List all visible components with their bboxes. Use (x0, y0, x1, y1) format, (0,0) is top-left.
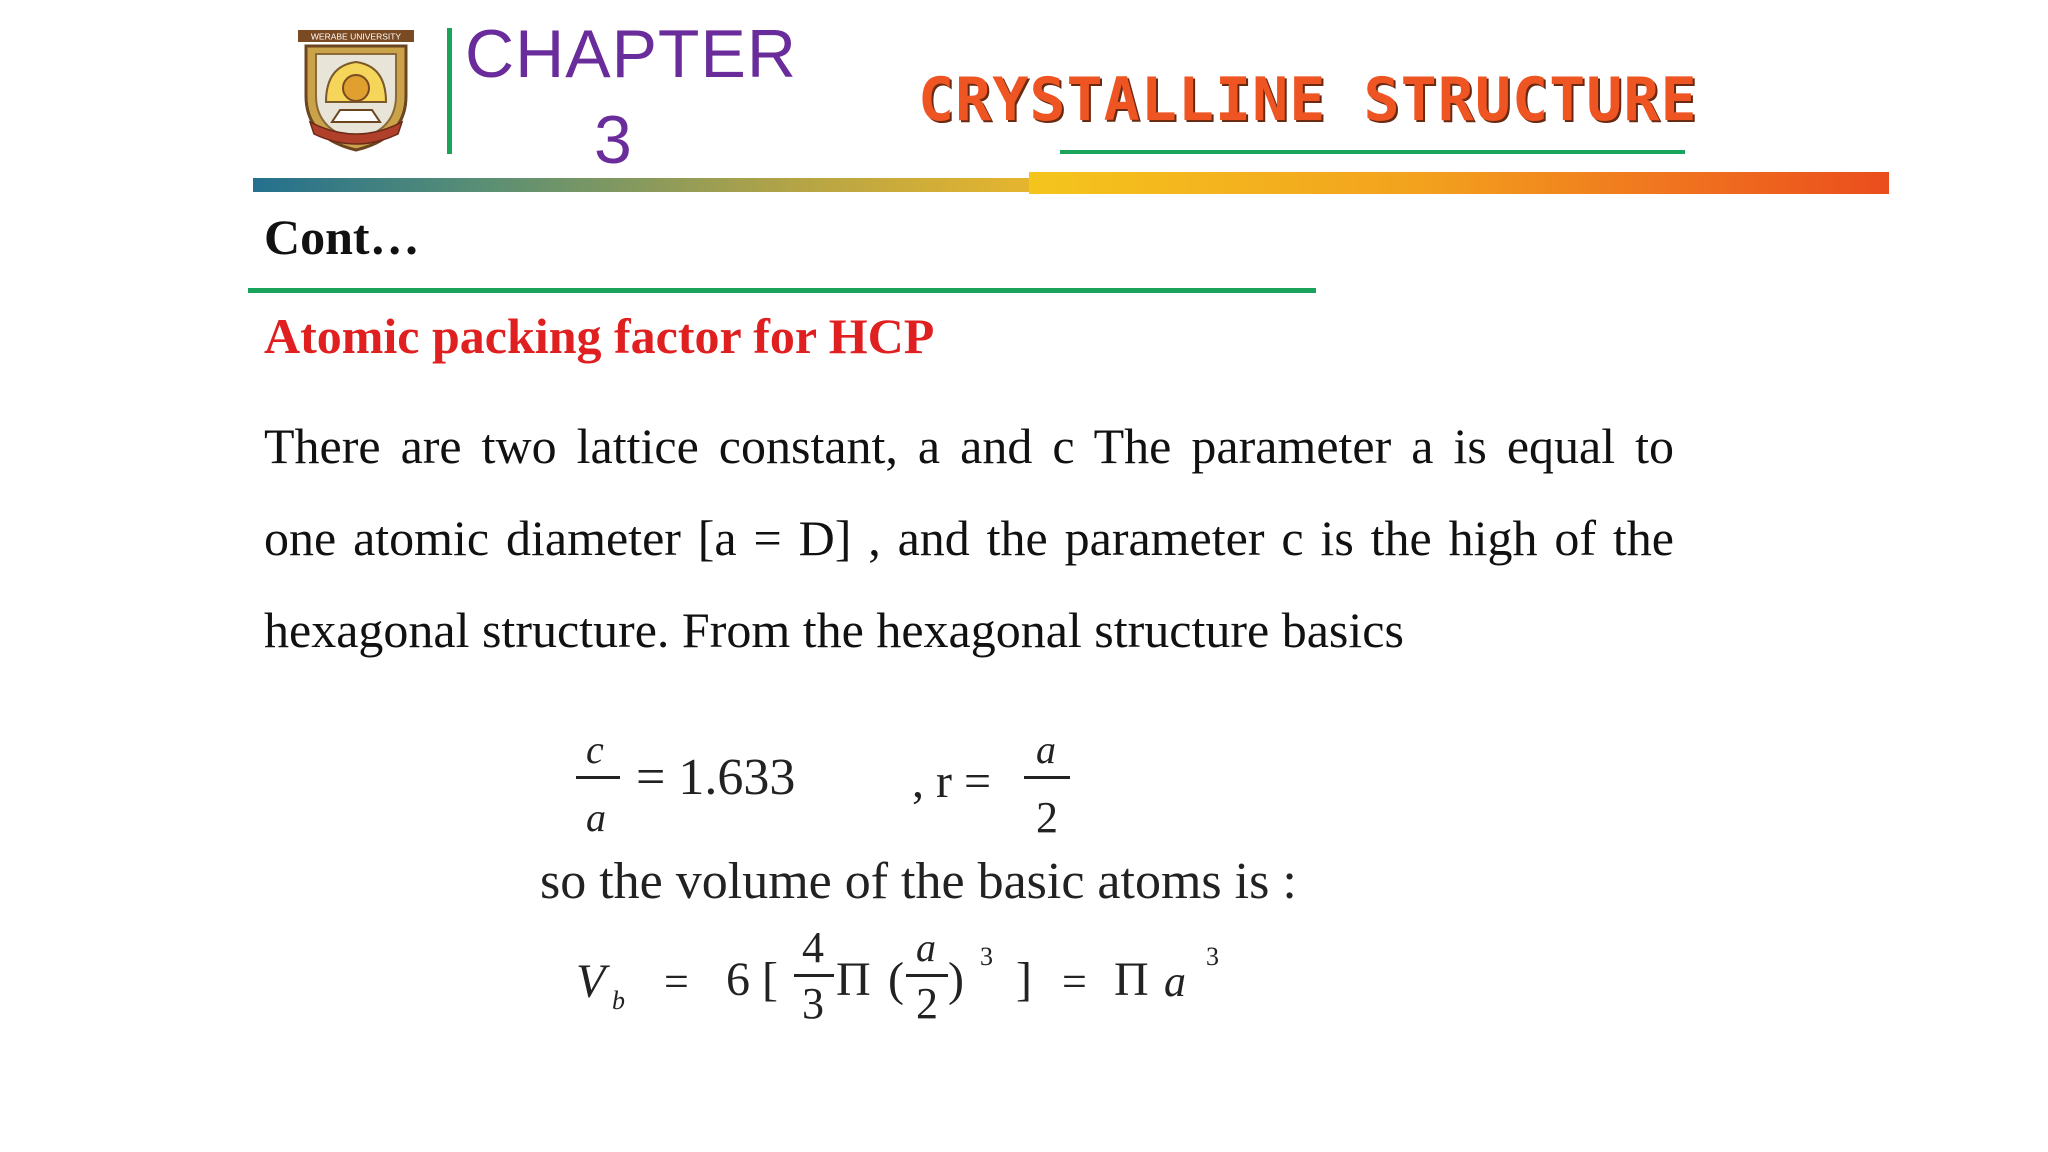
equals-sign: = (664, 957, 689, 1006)
r-numerator: a (1036, 727, 1056, 772)
paragraph-line: There are two lattice constant, a and c The parameter a is equal to (264, 418, 1674, 474)
bracket-close: ] (1016, 953, 1032, 1006)
ratio-fraction-bar (576, 776, 620, 779)
chapter-label: CHAPTER (465, 16, 797, 92)
chapter-divider (447, 28, 452, 154)
exponent: 3 (980, 942, 993, 971)
a-over-two-bar (906, 974, 948, 977)
a-over-two-denominator: 2 (916, 979, 938, 1028)
ratio-value: = 1.633 (636, 749, 796, 806)
cont-label: Cont… (264, 209, 420, 265)
vb-symbol: V (576, 955, 606, 1008)
crest-icon (292, 26, 420, 154)
ratio-denominator: a (586, 795, 606, 840)
paragraph-line: one atomic diameter [a = D] , and the parameter c is the high of the (264, 510, 1674, 566)
pi-symbol: Π (836, 953, 871, 1006)
exponent-2: 3 (1206, 942, 1219, 971)
paren-open: ( (888, 953, 904, 1006)
four-thirds-denominator: 3 (802, 979, 824, 1028)
section-heading: Atomic packing factor for HCP (264, 308, 935, 364)
header-gradient-bar-left (253, 178, 1029, 192)
logo-text: WERABE UNIVERSITY (310, 31, 402, 42)
r-denominator: 2 (1036, 793, 1058, 842)
title-underline (1060, 150, 1685, 154)
body-paragraph (264, 400, 1674, 676)
volume-sentence: so the volume of the basic atoms is : (540, 853, 1297, 910)
pi-symbol-2: Π (1114, 953, 1149, 1006)
r-prefix: , r = (912, 755, 992, 808)
university-crest-logo (292, 26, 420, 154)
ratio-numerator: c (586, 727, 604, 772)
coefficient: 6 [ (726, 953, 778, 1006)
vb-subscript: b (612, 986, 625, 1015)
four-thirds-numerator: 4 (802, 923, 824, 972)
header-gradient-bar-right (1029, 172, 1889, 194)
a-over-two-numerator: a (916, 925, 936, 970)
equals-sign-2: = (1062, 957, 1087, 1006)
slide-title: CRYSTALLINE STRUCTURE (918, 65, 1698, 135)
paren-close: ) (948, 953, 964, 1006)
paragraph-line: hexagonal structure. From the hexagonal structure basics (264, 602, 1404, 658)
r-fraction-bar (1024, 776, 1070, 779)
cont-underline (248, 288, 1316, 293)
chapter-number: 3 (594, 102, 632, 178)
four-thirds-bar (794, 974, 834, 977)
a-variable: a (1164, 957, 1186, 1006)
equation-block (540, 712, 1480, 1072)
